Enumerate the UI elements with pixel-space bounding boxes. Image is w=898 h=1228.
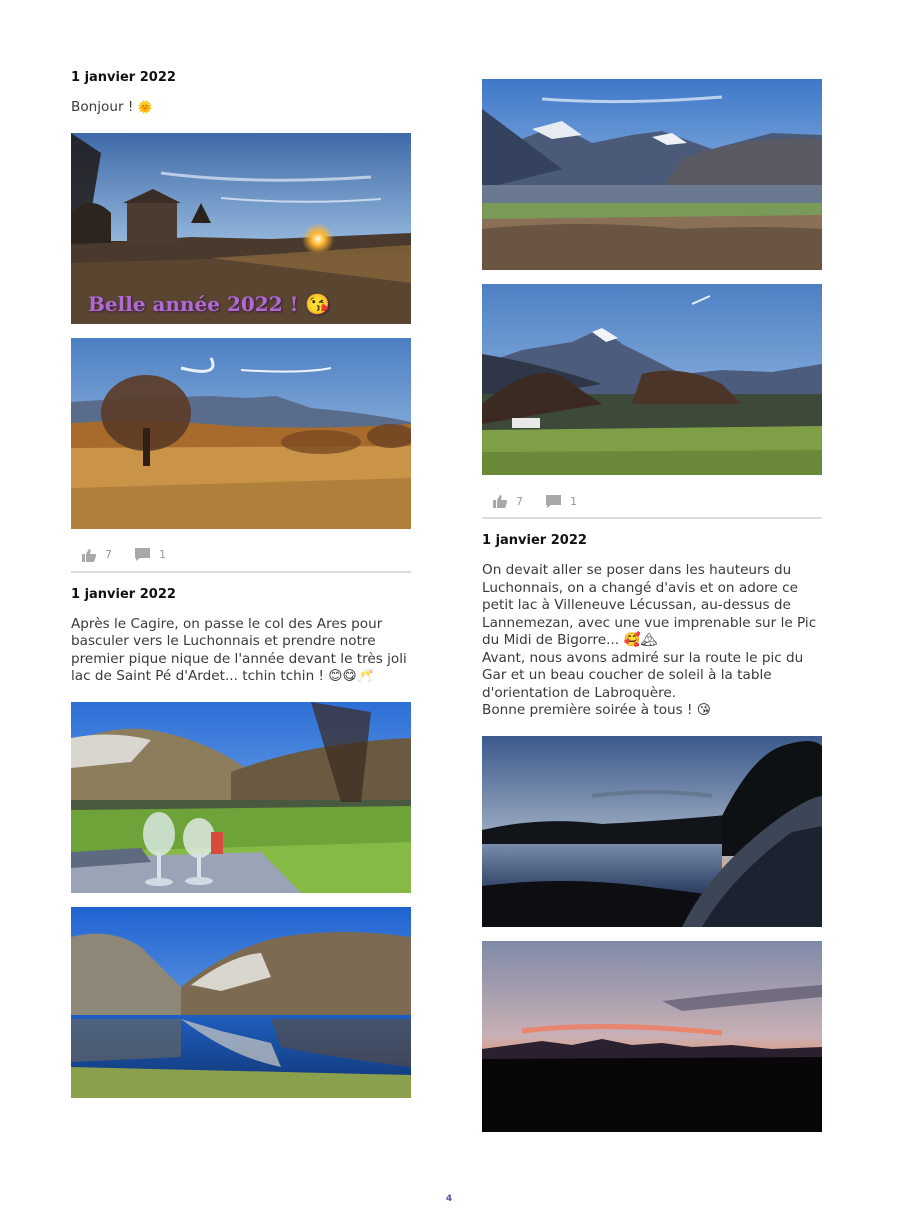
left-column xyxy=(71,70,411,1112)
thumbs-up-icon xyxy=(492,494,508,508)
sun-emoji-icon: 🌞 xyxy=(137,100,153,114)
photo-dusk-lake[interactable] xyxy=(482,736,822,927)
photo-sunset-mountains[interactable] xyxy=(482,941,822,1132)
comment-button[interactable] xyxy=(545,494,577,509)
post xyxy=(71,70,411,573)
post xyxy=(482,533,822,1132)
photo-mountain-valley[interactable] xyxy=(482,79,822,270)
photo-overlay-text: Belle année 2022 ! 😘 xyxy=(88,291,331,316)
post-stats xyxy=(482,489,822,513)
thumbs-up-icon xyxy=(81,548,97,562)
post-text-body: Bonjour ! xyxy=(71,99,134,115)
photo-sunrise[interactable] xyxy=(71,133,411,324)
like-button[interactable] xyxy=(81,548,112,562)
photo-picnic-lake[interactable] xyxy=(71,702,411,893)
divider xyxy=(71,571,411,573)
comment-icon xyxy=(545,494,562,509)
photo-golden-field[interactable] xyxy=(71,338,411,529)
comment-icon xyxy=(134,547,151,562)
post xyxy=(482,79,822,519)
post-text: Après le Cagire, on passe le col des Ares pour basculer vers le Luchonnais et prendre notre premier pique nique de l'année devant le très joli lac de Saint Pé d'Ardet... tchin tchin ! 😊😋🥂 xyxy=(71,615,407,684)
page-number: 4 xyxy=(445,1194,453,1204)
likes-count: 7 xyxy=(105,548,112,561)
post xyxy=(71,587,411,1098)
post-text xyxy=(71,99,411,117)
post-date: 1 janvier 2022 xyxy=(71,586,176,602)
post-date: 1 janvier 2022 xyxy=(482,533,587,548)
divider xyxy=(482,517,822,519)
post-date: 1 janvier 2022 xyxy=(71,70,176,85)
comments-count: 1 xyxy=(570,494,577,508)
comments-count: 1 xyxy=(159,548,166,561)
comment-button[interactable] xyxy=(134,547,166,562)
photo-snowy-peak[interactable] xyxy=(482,284,822,475)
post-text: On devait aller se poser dans les hauteurs du Luchonnais, on a changé d'avis et on adore ce petit lac à Villeneuve Lécussan, au-dessus de Lannemezan, avec une vue imprenable sur le Pic du Midi de Bigorre... 🥰🏔 Avant, nous avons admiré sur la route le pic du Gar et un beau coucher de soleil à la table d'orientation de Labroquère. Bonne première soirée à tous ! 😘 xyxy=(482,562,817,718)
right-column xyxy=(482,79,822,1146)
like-button[interactable] xyxy=(492,494,523,508)
photo-lake-reflection[interactable] xyxy=(71,907,411,1098)
likes-count: 7 xyxy=(516,494,523,508)
post-stats xyxy=(71,543,411,567)
